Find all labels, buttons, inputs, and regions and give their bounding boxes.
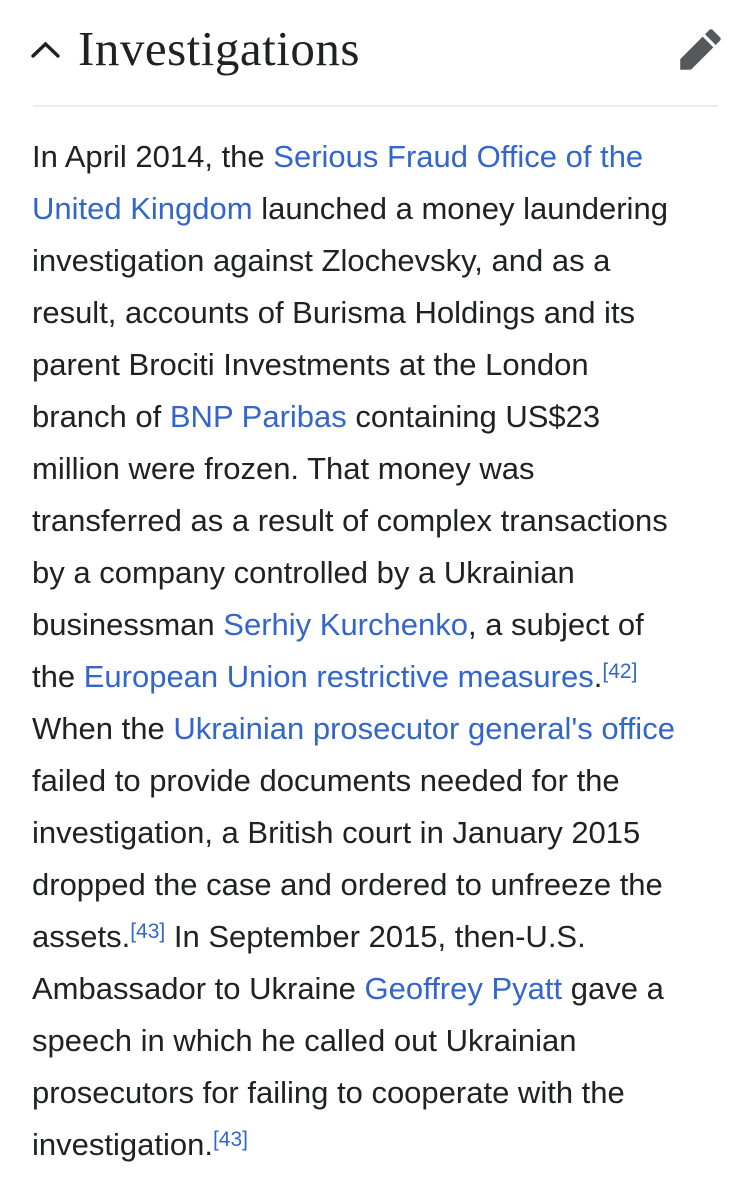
chevron-up-icon xyxy=(30,40,61,59)
section-divider xyxy=(33,105,718,107)
paragraph-text: by a company controlled by a Ukrainian xyxy=(32,555,575,590)
paragraph-text: In September 2015, then-U.S. xyxy=(165,919,586,954)
text-line xyxy=(32,807,712,859)
citation-ref xyxy=(130,920,165,943)
paragraph-text: launched a money laundering xyxy=(252,191,668,226)
text-line xyxy=(32,391,712,443)
paragraph-text: When the xyxy=(32,711,174,746)
text-line xyxy=(32,911,712,963)
paragraph-text: failed to provide documents needed for the xyxy=(32,763,620,798)
article-link[interactable]: BNP Paribas xyxy=(169,399,347,434)
text-line xyxy=(32,235,712,287)
paragraph-text: investigation against Zlochevsky, and as a xyxy=(32,243,611,278)
text-line xyxy=(32,443,712,495)
section-header xyxy=(0,0,750,78)
paragraph-text: the xyxy=(32,659,84,694)
edit-pencil-icon xyxy=(678,27,723,72)
article-link[interactable]: European Union restrictive measures xyxy=(83,659,594,694)
text-line xyxy=(32,599,712,651)
paragraph-text: . xyxy=(593,659,603,694)
paragraph-text: prosecutors for failing to cooperate with the xyxy=(32,1075,625,1110)
paragraph-text: investigation. xyxy=(32,1127,213,1162)
article-link[interactable]: United Kingdom xyxy=(32,191,253,226)
citation-ref-link[interactable]: [43] xyxy=(212,1128,248,1151)
paragraph-text: Ambassador to Ukraine xyxy=(32,971,365,1006)
paragraph-text: containing US$23 xyxy=(346,399,601,434)
paragraph-text: , a subject of xyxy=(467,607,644,642)
paragraph-text: million were frozen. That money was xyxy=(32,451,535,486)
article-link[interactable]: Geoffrey Pyatt xyxy=(364,971,563,1006)
text-line xyxy=(32,755,712,807)
text-line xyxy=(32,963,712,1015)
paragraph-text: speech in which he called out Ukrainian xyxy=(32,1023,577,1058)
text-line xyxy=(32,859,712,911)
paragraph-text: parent Brociti Investments at the London xyxy=(32,347,589,382)
article-link[interactable]: Serhiy Kurchenko xyxy=(223,607,468,642)
text-line xyxy=(32,287,712,339)
text-line xyxy=(32,651,712,703)
text-line xyxy=(32,1067,712,1119)
collapse-section-button[interactable] xyxy=(30,40,61,59)
paragraph-text: transferred as a result of complex transactions xyxy=(32,503,668,538)
paragraph-text: investigation, a British court in January 2015 xyxy=(32,815,641,850)
edit-section-button[interactable] xyxy=(678,27,723,72)
article-paragraph xyxy=(32,131,712,1171)
citation-ref xyxy=(213,1128,248,1151)
text-line xyxy=(32,1119,712,1171)
paragraph-text: result, accounts of Burisma Holdings and its xyxy=(32,295,636,330)
paragraph-text: branch of xyxy=(32,399,170,434)
citation-ref-link[interactable]: [42] xyxy=(602,660,638,683)
paragraph-text: dropped the case and ordered to unfreeze the xyxy=(32,867,663,902)
text-line xyxy=(32,547,712,599)
paragraph-text: businessman xyxy=(32,607,224,642)
text-line xyxy=(32,703,712,755)
text-line xyxy=(32,339,712,391)
text-line xyxy=(32,183,712,235)
text-line xyxy=(32,495,712,547)
text-line xyxy=(32,131,712,183)
paragraph-text: In April 2014, the xyxy=(32,139,274,174)
text-line xyxy=(32,1015,712,1067)
citation-ref xyxy=(602,660,637,683)
paragraph-text: gave a xyxy=(562,971,664,1006)
article-link[interactable]: Ukrainian prosecutor general's office xyxy=(173,711,675,746)
citation-ref-link[interactable]: [43] xyxy=(130,920,166,943)
section-title: Investigations xyxy=(78,21,360,76)
paragraph-text: assets. xyxy=(32,919,131,954)
article-link[interactable]: Serious Fraud Office of the xyxy=(273,139,644,174)
